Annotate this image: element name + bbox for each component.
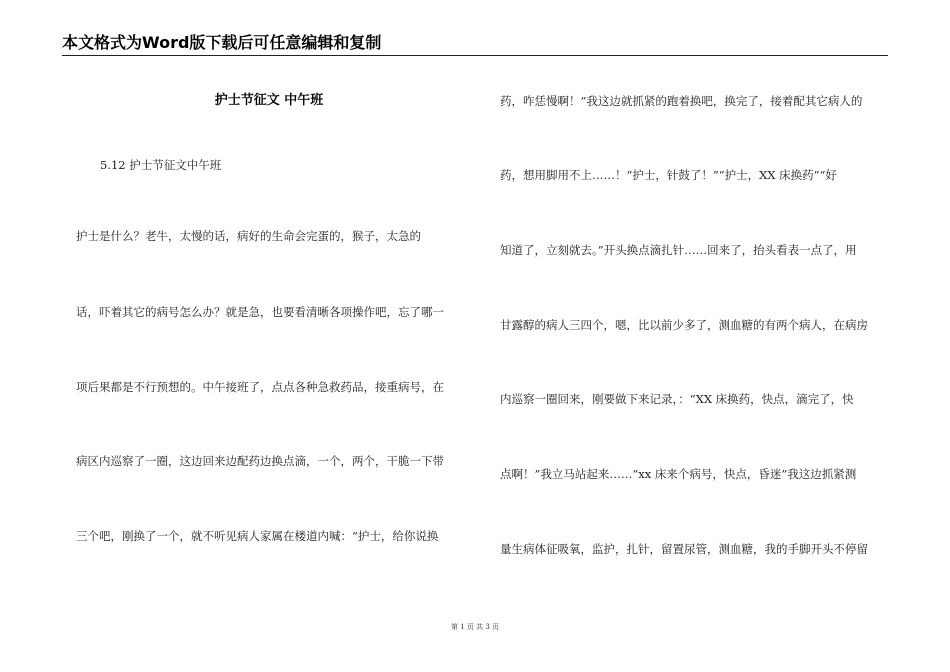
paragraph-line: 话，吓着其它的病号怎么办？就是急，也要看清晰各项操作吧，忘了哪一 [76,305,444,319]
paragraph-line: 甘露醇的病人三四个，嗯，比以前少多了，测血糖的有两个病人，在病房 [500,318,868,332]
paragraph-line: 病区内巡察了一圈，这边回来边配药边换点滴，一个，两个，干脆一下带 [76,454,444,468]
page-number-footer: 第 1 页 共 3 页 [450,623,500,631]
paragraph-line: 知道了，立刻就去。”开头换点滴扎针……回来了，抬头看表一点了，用 [500,243,857,257]
paragraph-line: 药，想用脚用不上……！“护士，针鼓了！”“护士，XX 床换药”“好 [500,168,837,182]
document-title: 护士节征文 中午班 [214,93,324,108]
paragraph-line: 药，咋恁慢啊！”我这边就抓紧的跑着换吧，换完了，接着配其它病人的 [500,94,863,108]
paragraph-line: 护士是什么？老牛，太慢的话，病好的生命会完蛋的，猴子，太急的 [76,229,421,243]
document-header [62,33,888,56]
paragraph-line: 内巡察一圈回来，刚要做下来记录，：“XX 床换药，快点，滴完了，快 [500,392,854,406]
paragraph-line: 项后果都是不行预想的。中午接班了，点点各种急救药品，接重病号，在 [76,380,444,394]
paragraph-line: 三个吧，刚换了一个，就不听见病人家属在楼道内喊：“护士，给你说换 [76,529,439,543]
header-banner-text: 本文格式为Word版下载后可任意编辑和复制 [62,33,382,52]
paragraph-line: 量生病体征吸氧，监护，扎针，留置尿管，测血糖，我的手脚开头不停留 [500,542,868,556]
subtitle-line: 5.12 护士节征文中午班 [100,158,222,172]
paragraph-line: 点啊！”我立马站起来……“xx 床来个病号，快点，昏迷”我这边抓紧测 [500,467,857,481]
